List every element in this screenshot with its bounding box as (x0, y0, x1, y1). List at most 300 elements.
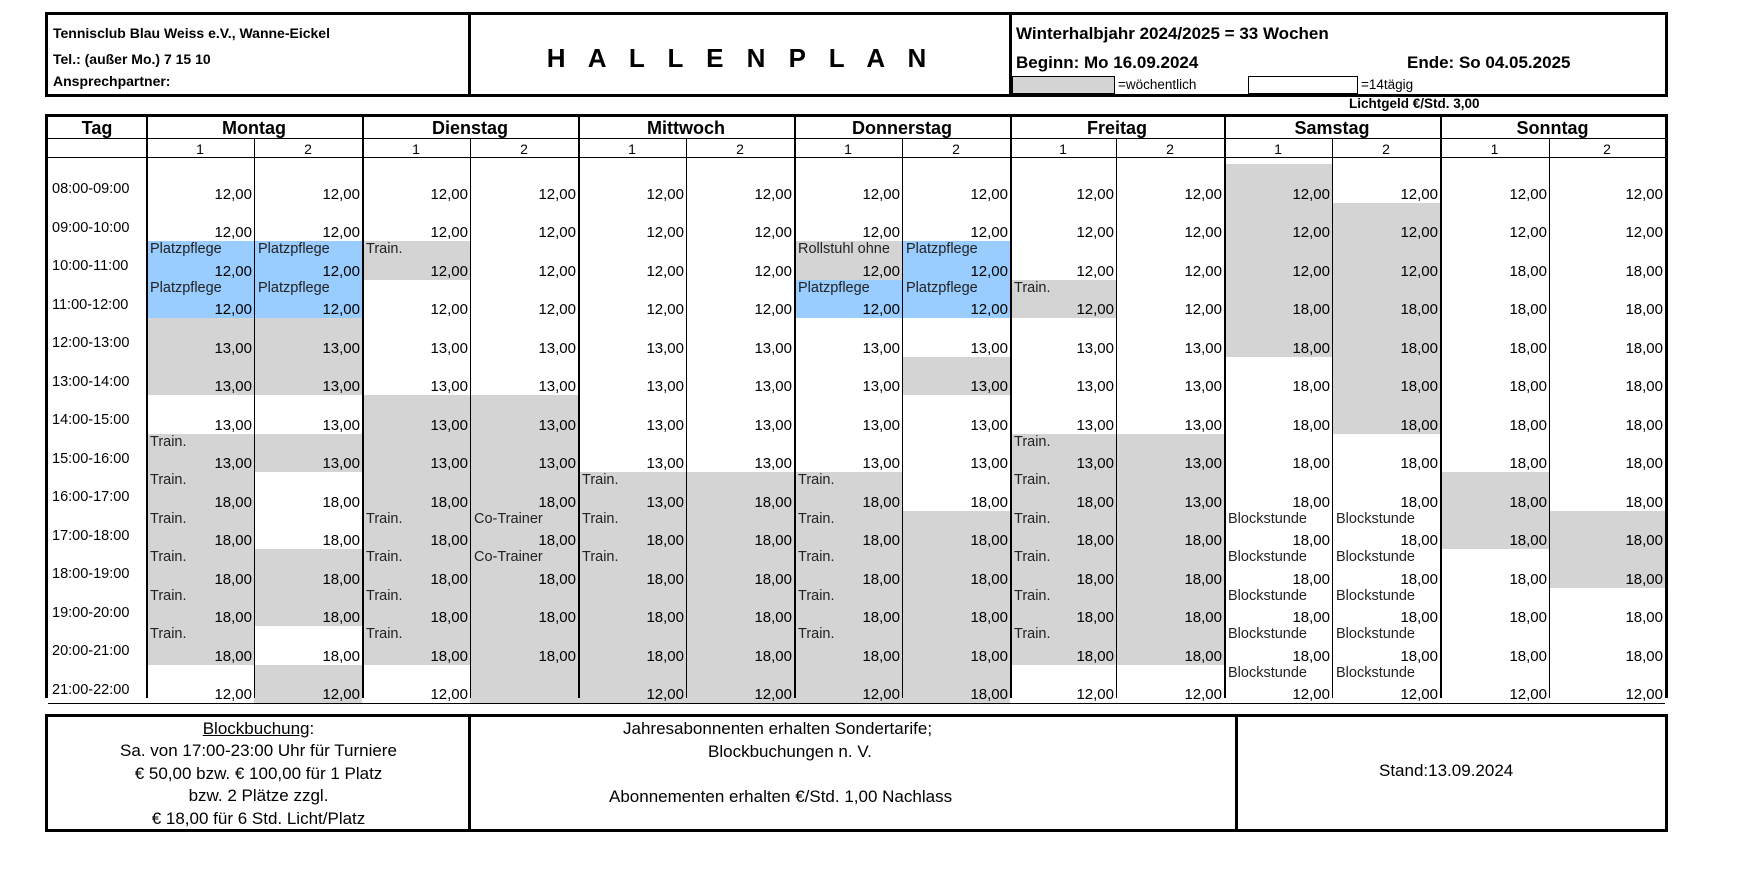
price-value: 12,00 (1076, 686, 1114, 703)
price-value: 18,00 (1400, 609, 1438, 626)
schedule-cell (470, 472, 578, 511)
price-value: 18,00 (646, 609, 684, 626)
club-contact: Ansprechpartner: (53, 73, 171, 89)
schedule-cell (902, 511, 1010, 550)
schedule-cell (362, 434, 470, 473)
grid-line-vertical (794, 117, 796, 698)
price-value: 18,00 (970, 686, 1008, 703)
schedule-cell (470, 395, 578, 434)
schedule-cell (362, 164, 470, 203)
time-slot-label: 10:00-11:00 (52, 258, 129, 274)
schedule-cell (1440, 318, 1549, 357)
price-value: 13,00 (538, 416, 576, 434)
price-value: 13,00 (1076, 416, 1114, 434)
price-value: 12,00 (1625, 224, 1663, 241)
schedule-cell (794, 395, 902, 434)
schedule-cell (686, 665, 794, 704)
slot-label: Train. (366, 510, 403, 527)
schedule-cell (686, 203, 794, 242)
price-value: 18,00 (1292, 455, 1330, 472)
slot-label: Platzpflege (798, 279, 870, 296)
schedule-cell (1440, 241, 1549, 280)
slot-label: Platzpflege (906, 279, 978, 296)
price-value: 12,00 (970, 185, 1008, 203)
price-value: 18,00 (754, 532, 792, 549)
price-value: 12,00 (754, 262, 792, 280)
schedule-cell (362, 318, 470, 357)
price-value: 12,00 (322, 301, 360, 318)
schedule-cell (1332, 588, 1440, 627)
price-value: 18,00 (1625, 339, 1663, 357)
price-value: 12,00 (538, 262, 576, 280)
slot-label: Platzpflege (150, 241, 222, 257)
price-value: 13,00 (538, 378, 576, 395)
court-header: 1 (628, 141, 636, 157)
price-value: 18,00 (1625, 493, 1663, 511)
slot-label: Train. (150, 472, 187, 488)
schedule-cell (146, 357, 254, 396)
price-value: 18,00 (1076, 532, 1114, 549)
slot-label: Train. (798, 510, 835, 527)
block-booking-line: Sa. von 17:00-23:00 Uhr für Turniere (120, 741, 397, 760)
price-value: 18,00 (322, 570, 360, 588)
schedule-cell (1116, 357, 1224, 396)
schedule-cell (146, 626, 254, 665)
schedule-cell (1549, 549, 1665, 588)
schedule-cell (1224, 318, 1332, 357)
slot-label: Blockstunde (1228, 587, 1307, 604)
schedule-cell (686, 164, 794, 203)
price-value: 18,00 (1625, 262, 1663, 280)
price-value: 18,00 (1292, 493, 1330, 511)
grid-line-vertical (362, 117, 364, 698)
schedule-cell (1549, 164, 1665, 203)
price-value: 18,00 (538, 609, 576, 626)
schedule-cell (902, 626, 1010, 665)
schedule-cell (1549, 318, 1665, 357)
schedule-cell (902, 203, 1010, 242)
schedule-cell (686, 549, 794, 588)
schedule-cell (254, 203, 362, 242)
price-value: 18,00 (1076, 609, 1114, 626)
price-value: 18,00 (1509, 301, 1547, 318)
price-value: 13,00 (1184, 455, 1222, 472)
schedule-cell (1224, 203, 1332, 242)
price-value: 13,00 (322, 339, 360, 357)
price-value: 12,00 (1400, 224, 1438, 241)
schedule-cell (1440, 665, 1549, 704)
price-value: 12,00 (970, 262, 1008, 280)
schedule-cell (686, 395, 794, 434)
schedule-cell (362, 357, 470, 396)
price-value: 18,00 (1625, 647, 1663, 665)
grid-line-vertical (1010, 117, 1012, 698)
schedule-cell (1116, 588, 1224, 627)
price-value: 18,00 (1509, 570, 1547, 588)
price-value: 18,00 (970, 493, 1008, 511)
schedule-cell (578, 626, 686, 665)
court-header: 2 (520, 141, 528, 157)
season-box (1009, 12, 1668, 97)
price-value: 12,00 (1292, 185, 1330, 203)
price-value: 18,00 (1509, 609, 1547, 626)
schedule-cell (1440, 511, 1549, 550)
court-header: 2 (736, 141, 744, 157)
price-value: 18,00 (1625, 301, 1663, 318)
schedule-table (45, 114, 1668, 703)
schedule-cell (902, 241, 1010, 280)
day-header-fri: Freitag (1086, 118, 1147, 138)
price-value: 18,00 (1509, 339, 1547, 357)
price-value: 13,00 (1184, 493, 1222, 511)
court-header: 2 (1382, 141, 1390, 157)
price-value: 13,00 (538, 339, 576, 357)
price-value: 18,00 (1400, 339, 1438, 357)
schedule-cell (1116, 511, 1224, 550)
price-value: 18,00 (1625, 609, 1663, 626)
court-header: 2 (1166, 141, 1174, 157)
schedule-cell (794, 164, 902, 203)
season-begin: Beginn: Mo 16.09.2024 (1016, 53, 1199, 72)
schedule-cell (362, 626, 470, 665)
price-value: 18,00 (862, 609, 900, 626)
slot-label: Blockstunde (1336, 510, 1415, 527)
price-value: 18,00 (646, 570, 684, 588)
schedule-cell (902, 164, 1010, 203)
day-header-wed: Mittwoch (647, 118, 725, 138)
price-value: 13,00 (538, 455, 576, 472)
slot-label: Train. (582, 510, 619, 527)
schedule-cell (470, 511, 578, 550)
slot-label: Train. (366, 587, 403, 604)
price-value: 13,00 (862, 455, 900, 472)
price-value: 18,00 (646, 647, 684, 665)
grid-line-vertical (1549, 139, 1550, 698)
legend-weekly-label: =wöchentlich (1118, 77, 1197, 92)
slot-label: Train. (1014, 510, 1051, 527)
price-value: 13,00 (322, 416, 360, 434)
grid-line-horizontal (48, 157, 1665, 158)
price-value: 18,00 (1400, 455, 1438, 472)
schedule-cell (902, 472, 1010, 511)
schedule-cell (686, 472, 794, 511)
schedule-cell (146, 395, 254, 434)
price-value: 18,00 (1076, 647, 1114, 665)
price-value: 18,00 (322, 532, 360, 549)
price-value: 13,00 (430, 416, 468, 434)
price-value: 12,00 (862, 301, 900, 318)
schedule-cell (1116, 164, 1224, 203)
time-slot-label: 12:00-13:00 (52, 335, 130, 351)
price-value: 18,00 (214, 647, 252, 665)
schedule-cell (686, 434, 794, 473)
title-box (468, 12, 1010, 97)
price-value: 13,00 (214, 378, 252, 395)
schedule-cell (686, 241, 794, 280)
price-value: 18,00 (214, 532, 252, 549)
slot-label: Blockstunde (1336, 549, 1415, 565)
schedule-cell (902, 395, 1010, 434)
price-value: 18,00 (538, 570, 576, 588)
slot-label: Train. (366, 549, 403, 565)
price-value: 13,00 (754, 416, 792, 434)
schedule-cell (1224, 588, 1332, 627)
slot-label: Train. (366, 241, 403, 257)
block-booking-box (45, 714, 469, 832)
price-value: 12,00 (862, 262, 900, 280)
schedule-cell (1440, 434, 1549, 473)
schedule-cell (470, 280, 578, 319)
schedule-cell (362, 395, 470, 434)
price-value: 13,00 (754, 339, 792, 357)
schedule-cell (470, 357, 578, 396)
season-end: Ende: So 04.05.2025 (1407, 53, 1571, 72)
schedule-cell (794, 549, 902, 588)
block-booking-colon: : (309, 719, 315, 738)
price-value: 18,00 (970, 532, 1008, 549)
price-value: 18,00 (862, 493, 900, 511)
price-value: 13,00 (646, 378, 684, 395)
schedule-cell (1440, 549, 1549, 588)
grid-line-horizontal (48, 703, 1665, 704)
price-value: 18,00 (538, 493, 576, 511)
slot-label: Train. (1014, 549, 1051, 565)
schedule-cell (1116, 434, 1224, 473)
slot-label: Blockstunde (1228, 549, 1307, 565)
schedule-cell (254, 164, 362, 203)
price-value: 13,00 (1076, 455, 1114, 472)
price-value: 18,00 (1625, 570, 1663, 588)
schedule-cell (470, 549, 578, 588)
schedule-cell (686, 626, 794, 665)
schedule-cell (794, 280, 902, 319)
price-value: 18,00 (1625, 532, 1663, 549)
price-value: 12,00 (430, 686, 468, 703)
price-value: 12,00 (538, 301, 576, 318)
slot-label: Train. (1014, 587, 1051, 604)
grid-line-vertical (578, 117, 580, 698)
schedule-cell (470, 434, 578, 473)
schedule-cell (578, 472, 686, 511)
club-phone: Tel.: (außer Mo.) 7 15 10 (53, 51, 211, 67)
schedule-cell (1224, 241, 1332, 280)
price-value: 12,00 (1625, 185, 1663, 203)
slot-label: Train. (366, 626, 403, 642)
schedule-cell (254, 280, 362, 319)
stand-box (1235, 714, 1668, 832)
price-value: 12,00 (430, 224, 468, 241)
price-value: 13,00 (646, 416, 684, 434)
price-value: 12,00 (1400, 262, 1438, 280)
schedule-cell (254, 395, 362, 434)
price-value: 13,00 (970, 455, 1008, 472)
slot-label: Train. (798, 472, 835, 488)
price-value: 18,00 (1625, 455, 1663, 472)
slot-label: Train. (150, 626, 187, 642)
price-value: 12,00 (862, 185, 900, 203)
schedule-cell (470, 588, 578, 627)
price-value: 12,00 (430, 262, 468, 280)
block-booking-title (48, 719, 469, 739)
price-value: 18,00 (1400, 493, 1438, 511)
price-value: 18,00 (754, 609, 792, 626)
block-booking-line: € 18,00 für 6 Std. Licht/Platz (151, 809, 366, 828)
slot-label: Train. (150, 433, 187, 450)
schedule-cell (146, 588, 254, 627)
price-value: 18,00 (862, 647, 900, 665)
schedule-cell (578, 241, 686, 280)
price-value: 18,00 (646, 532, 684, 549)
price-value: 12,00 (322, 224, 360, 241)
time-slot-label: 20:00-21:00 (52, 643, 130, 659)
price-value: 12,00 (646, 262, 684, 280)
price-value: 12,00 (1292, 224, 1330, 241)
price-value: 12,00 (1076, 262, 1114, 280)
price-value: 12,00 (754, 185, 792, 203)
price-value: 18,00 (1292, 609, 1330, 626)
price-value: 12,00 (1292, 262, 1330, 280)
price-value: 12,00 (862, 686, 900, 703)
slot-label: Train. (1014, 472, 1051, 488)
price-value: 13,00 (862, 339, 900, 357)
schedule-cell (1440, 626, 1549, 665)
schedule-cell (1549, 241, 1665, 280)
schedule-cell (146, 318, 254, 357)
schedule-cell (794, 318, 902, 357)
price-value: 18,00 (1400, 378, 1438, 395)
schedule-cell (1116, 472, 1224, 511)
schedule-cell (1010, 626, 1116, 665)
schedule-cell (1010, 395, 1116, 434)
price-value: 18,00 (1509, 416, 1547, 434)
slot-label: Train. (1014, 433, 1051, 450)
price-value: 18,00 (214, 570, 252, 588)
price-value: 18,00 (1076, 570, 1114, 588)
day-header-corner: Tag (81, 118, 113, 138)
price-value: 12,00 (430, 185, 468, 203)
price-value: 18,00 (1400, 301, 1438, 318)
schedule-cell (1010, 357, 1116, 396)
subscriber-line: Blockbuchungen n. V. (708, 742, 872, 761)
slot-label: Train. (150, 510, 187, 527)
schedule-cell (1440, 280, 1549, 319)
schedule-cell (1549, 203, 1665, 242)
day-header-tue: Dienstag (431, 118, 509, 138)
schedule-cell (254, 665, 362, 704)
schedule-cell (1440, 164, 1549, 203)
day-header-sun: Sonntag (1516, 118, 1589, 138)
grid-line-vertical (146, 117, 148, 698)
price-value: 12,00 (322, 686, 360, 703)
schedule-cell (794, 588, 902, 627)
schedule-cell (902, 280, 1010, 319)
schedule-cell (470, 164, 578, 203)
price-value: 12,00 (1400, 686, 1438, 703)
schedule-cell (794, 203, 902, 242)
schedule-cell (1224, 434, 1332, 473)
slot-label: Blockstunde (1336, 587, 1415, 604)
schedule-cell (1224, 511, 1332, 550)
price-value: 12,00 (430, 301, 468, 318)
price-value: 18,00 (430, 609, 468, 626)
court-header: 1 (1059, 141, 1067, 157)
schedule-cell (146, 280, 254, 319)
schedule-cell (254, 549, 362, 588)
schedule-cell (1332, 472, 1440, 511)
price-value: 12,00 (1400, 185, 1438, 203)
price-value: 18,00 (1292, 339, 1330, 357)
slot-label: Train. (150, 549, 187, 565)
schedule-cell (1116, 626, 1224, 665)
schedule-cell (902, 357, 1010, 396)
schedule-cell (254, 588, 362, 627)
price-value: 12,00 (214, 686, 252, 703)
price-value: 12,00 (322, 262, 360, 280)
schedule-cell (1332, 280, 1440, 319)
schedule-cell (578, 549, 686, 588)
price-value: 18,00 (1292, 378, 1330, 395)
price-value: 13,00 (970, 378, 1008, 395)
schedule-cell (470, 626, 578, 665)
court-header: 1 (412, 141, 420, 157)
price-value: 12,00 (322, 185, 360, 203)
price-value: 18,00 (430, 493, 468, 511)
schedule-cell (902, 665, 1010, 704)
legend-biweekly-label: =14tägig (1361, 77, 1414, 92)
schedule-cell (1010, 511, 1116, 550)
price-value: 12,00 (970, 301, 1008, 318)
price-value: 18,00 (430, 647, 468, 665)
schedule-cell (794, 357, 902, 396)
light-fee: Lichtgeld €/Std. 3,00 (1349, 96, 1480, 111)
schedule-cell (902, 434, 1010, 473)
slot-label: Platzpflege (150, 279, 222, 296)
schedule-cell (146, 164, 254, 203)
price-value: 13,00 (1076, 378, 1114, 395)
price-value: 18,00 (1076, 493, 1114, 511)
grid-line-vertical (1440, 117, 1442, 698)
schedule-cell (578, 434, 686, 473)
price-value: 13,00 (1076, 339, 1114, 357)
grid-line-vertical (254, 139, 255, 698)
price-value: 13,00 (754, 378, 792, 395)
price-value: 12,00 (646, 686, 684, 703)
court-header: 2 (1603, 141, 1611, 157)
slot-label: Blockstunde (1336, 664, 1415, 681)
price-value: 12,00 (862, 224, 900, 241)
price-value: 12,00 (970, 224, 1008, 241)
price-value: 18,00 (538, 647, 576, 665)
price-value: 18,00 (1292, 570, 1330, 588)
schedule-cell (1116, 318, 1224, 357)
schedule-cell (1224, 164, 1332, 203)
schedule-cell (1010, 280, 1116, 319)
price-value: 13,00 (862, 416, 900, 434)
schedule-cell (1010, 318, 1116, 357)
schedule-cell (254, 357, 362, 396)
schedule-cell (1010, 549, 1116, 588)
grid-line-vertical (470, 139, 471, 698)
time-slot-label: 21:00-22:00 (52, 681, 130, 698)
schedule-cell (1440, 472, 1549, 511)
price-value: 18,00 (1509, 262, 1547, 280)
price-value: 12,00 (214, 262, 252, 280)
price-value: 18,00 (1509, 378, 1547, 395)
schedule-cell (578, 357, 686, 396)
price-value: 13,00 (214, 455, 252, 472)
slot-label: Train. (1014, 626, 1051, 642)
slot-label: Train. (150, 587, 187, 604)
